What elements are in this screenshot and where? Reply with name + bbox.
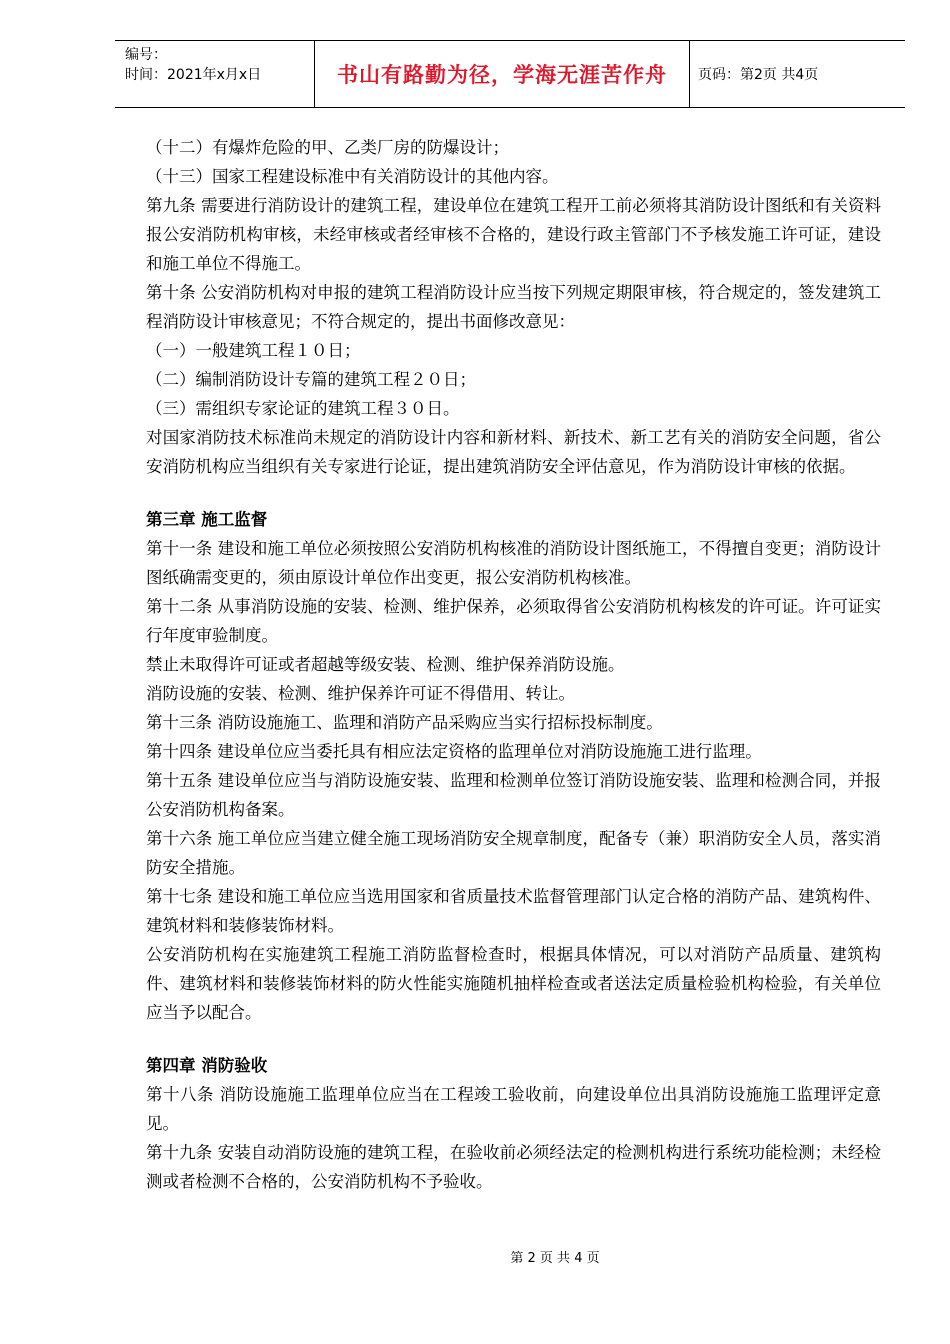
paragraph: 第十二条 从事消防设施的安装、检测、维护保养，必须取得省公安消防机构核发的许可证。许可证实行年度审验制度。 <box>146 597 881 645</box>
section-spacer <box>146 1027 881 1051</box>
paragraph: （二）编制消防设计专篇的建筑工程２０日； <box>146 370 476 389</box>
header-motto-cell <box>315 41 690 107</box>
paragraph: 禁止未取得许可证或者超越等级安装、检测、维护保养消防设施。 <box>146 655 625 674</box>
chapter-heading: 第三章 施工监督 <box>146 510 268 529</box>
header-motto: 书山有路勤为径，学海无涯苦作舟 <box>337 62 667 87</box>
section-spacer <box>146 481 881 505</box>
footer-page-number: 第 2 页 共 4 页 <box>510 1251 600 1266</box>
paragraph: 第十六条 施工单位应当建立健全施工现场消防安全规章制度，配备专（兼）职消防安全人员，落实消防安全措施。 <box>146 829 881 877</box>
paragraph: 第十八条 消防设施施工监理单位应当在工程竣工验收前，向建设单位出具消防设施施工监理评定意见。 <box>146 1085 881 1133</box>
header-meta <box>115 41 315 107</box>
paragraph: （十三）国家工程建设标准中有关消防设计的其他内容。 <box>146 167 559 186</box>
header-time-label: 时间：2021年x月x日 <box>125 67 262 83</box>
document-body <box>146 133 881 1196</box>
paragraph: （十二）有爆炸危险的甲、乙类厂房的防爆设计； <box>146 138 509 157</box>
paragraph: 第十五条 建设单位应当与消防设施安装、监理和检测单位签订消防设施安装、监理和检测合同，并报公安消防机构备案。 <box>146 771 881 819</box>
paragraph: 消防设施的安装、检测、维护保养许可证不得借用、转让。 <box>146 684 575 703</box>
chapter-heading: 第四章 消防验收 <box>146 1056 268 1075</box>
paragraph: 第十四条 建设单位应当委托具有相应法定资格的监理单位对消防设施施工进行监理。 <box>146 742 762 761</box>
page-header <box>115 40 905 108</box>
paragraph: 第九条 需要进行消防设计的建筑工程，建设单位在建筑工程开工前必须将其消防设计图纸和有关资料报公安消防机构审核，未经审核或者经审核不合格的，建设行政主管部门不予核发施工许可证，建设和施工单位不得施工。 <box>146 196 881 273</box>
paragraph: 第十一条 建设和施工单位必须按照公安消防机构核准的消防设计图纸施工，不得擅自变更；消防设计图纸确需变更的，须由原设计单位作出变更，报公安消防机构核准。 <box>146 539 881 587</box>
paragraph: 对国家消防技术标准尚未规定的消防设计内容和新材料、新技术、新工艺有关的消防安全问题，省公安消防机构应当组织有关专家进行论证，提出建筑消防安全评估意见，作为消防设计审核的依据。 <box>146 428 881 476</box>
paragraph: 公安消防机构在实施建筑工程施工消防监督检查时，根据具体情况，可以对消防产品质量、建筑构件、建筑材料和装修装饰材料的防火性能实施随机抽样检查或者送法定质量检验机构检验，有关单位应当予以配合。 <box>146 945 881 1022</box>
paragraph: 第十三条 消防设施施工、监理和消防产品采购应当实行招标投标制度。 <box>146 713 663 732</box>
paragraph: （三）需组织专家论证的建筑工程３０日。 <box>146 399 460 418</box>
header-page-label: 页码：第2页 共4页 <box>698 67 819 83</box>
paragraph: 第十七条 建设和施工单位应当选用国家和省质量技术监督管理部门认定合格的消防产品、建筑构件、建筑材料和装修装饰材料。 <box>146 887 881 935</box>
header-number-label: 编号： <box>125 47 167 63</box>
header-page-cell <box>690 41 905 107</box>
paragraph: （一）一般建筑工程１０日； <box>146 341 361 360</box>
paragraph: 第十条 公安消防机构对申报的建筑工程消防设计应当按下列规定期限审核，符合规定的，签发建筑工程消防设计审核意见；不符合规定的，提出书面修改意见： <box>146 283 881 331</box>
page-footer <box>0 1247 950 1266</box>
paragraph: 第十九条 安装自动消防设施的建筑工程，在验收前必须经法定的检测机构进行系统功能检测；未经检测或者检测不合格的，公安消防机构不予验收。 <box>146 1143 881 1191</box>
